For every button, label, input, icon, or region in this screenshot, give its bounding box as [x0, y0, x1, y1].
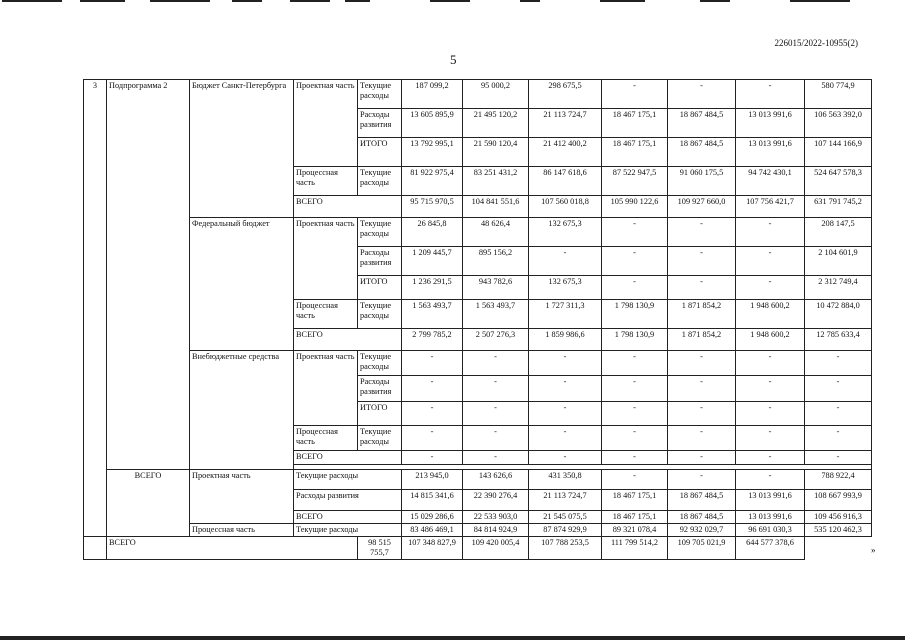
project-part-label: Проектная часть: [294, 218, 358, 300]
value-cell: -: [668, 426, 736, 451]
value-cell: 87 522 947,5: [602, 167, 668, 196]
value-cell: 895 156,2: [463, 247, 529, 276]
value-cell: 18 467 175,1: [602, 109, 668, 138]
value-cell: 107 560 018,8: [529, 196, 602, 218]
value-cell: 107 756 421,7: [736, 196, 805, 218]
value-cell: -: [736, 451, 805, 465]
value-cell: -: [529, 247, 602, 276]
total-group-label: ВСЕГО: [107, 470, 190, 537]
value-cell: 213 945,0: [402, 470, 463, 490]
value-cell: -: [736, 247, 805, 276]
value-cell: -: [402, 376, 463, 402]
value-cell: 1 798 130,9: [602, 329, 668, 351]
value-cell: -: [668, 218, 736, 247]
process-part-label: Процессная часть: [294, 426, 358, 451]
vsego-label: ВСЕГО: [294, 511, 402, 524]
itogo-label: ИТОГО: [358, 276, 402, 300]
budget-extrabudgetary-label: Внебюджетные средства: [190, 351, 294, 470]
value-cell: 18 867 484,5: [668, 138, 736, 167]
value-cell: -: [668, 351, 736, 376]
value-cell: -: [602, 80, 668, 109]
value-cell: 13 013 991,6: [736, 138, 805, 167]
value-cell: -: [668, 247, 736, 276]
value-cell: -: [602, 402, 668, 426]
current-expenses-label: Текущие расходы: [294, 470, 402, 490]
table-row: [84, 537, 872, 560]
value-cell: 18 467 175,1: [602, 490, 668, 511]
value-cell: -: [805, 376, 872, 402]
value-cell: 535 120 462,3: [805, 524, 872, 537]
value-cell: 26 845,8: [402, 218, 463, 247]
vsego-label: ВСЕГО: [294, 196, 402, 218]
value-cell: 132 675,3: [529, 218, 602, 247]
value-cell: 21 545 075,5: [529, 511, 602, 524]
value-cell: 86 147 618,6: [529, 167, 602, 196]
value-cell: 94 742 430,1: [736, 167, 805, 196]
value-cell: 208 147,5: [805, 218, 872, 247]
value-cell: -: [736, 218, 805, 247]
value-cell: -: [602, 470, 668, 490]
value-cell: 109 456 916,3: [805, 511, 872, 524]
vsego-label: ВСЕГО: [294, 451, 402, 465]
value-cell: -: [402, 402, 463, 426]
value-cell: 107 788 253,5: [529, 537, 602, 560]
value-cell: 87 874 929,9: [529, 524, 602, 537]
value-cell: -: [736, 426, 805, 451]
vsego-label: ВСЕГО: [294, 329, 402, 351]
value-cell: 84 814 924,9: [463, 524, 529, 537]
value-cell: 15 029 286,6: [402, 511, 463, 524]
development-expenses-label: Расходы развития: [358, 109, 402, 138]
value-cell: -: [805, 351, 872, 376]
value-cell: 105 990 122,6: [602, 196, 668, 218]
current-expenses-label: Текущие расходы: [358, 218, 402, 247]
value-cell: 107 348 827,9: [402, 537, 463, 560]
value-cell: -: [529, 376, 602, 402]
project-part-label: Проектная часть: [294, 80, 358, 167]
bottom-border-line: [0, 636, 905, 640]
value-cell: -: [736, 351, 805, 376]
value-cell: 132 675,3: [529, 276, 602, 300]
value-cell: -: [602, 451, 668, 465]
value-cell: -: [529, 402, 602, 426]
table-row: [84, 524, 872, 537]
value-cell: 1 859 986,6: [529, 329, 602, 351]
value-cell: 89 321 078,4: [602, 524, 668, 537]
value-cell: 13 013 991,6: [736, 490, 805, 511]
project-part-label: Проектная часть: [294, 351, 358, 426]
value-cell: 109 705 021,9: [668, 537, 736, 560]
value-cell: 13 013 991,6: [736, 511, 805, 524]
value-cell: 106 563 392,0: [805, 109, 872, 138]
value-cell: 96 691 030,3: [736, 524, 805, 537]
value-cell: 18 867 484,5: [668, 490, 736, 511]
budget-federal-label: Федеральный бюджет: [190, 218, 294, 351]
value-cell: -: [736, 276, 805, 300]
value-cell: 104 841 551,6: [463, 196, 529, 218]
value-cell: 1 871 854,2: [668, 329, 736, 351]
value-cell: 1 948 600,2: [736, 300, 805, 329]
value-cell: -: [805, 426, 872, 451]
value-cell: 13 605 895,9: [402, 109, 463, 138]
value-cell: -: [668, 276, 736, 300]
itogo-label: ИТОГО: [358, 402, 402, 426]
value-cell: 2 507 276,3: [463, 329, 529, 351]
value-cell: 21 412 400,2: [529, 138, 602, 167]
value-cell: 143 626,6: [463, 470, 529, 490]
value-cell: -: [736, 402, 805, 426]
value-cell: 81 922 975,4: [402, 167, 463, 196]
value-cell: -: [529, 451, 602, 465]
value-cell: -: [463, 426, 529, 451]
itogo-label: ИТОГО: [358, 138, 402, 167]
value-cell: 91 060 175,5: [668, 167, 736, 196]
value-cell: 13 792 995,1: [402, 138, 463, 167]
value-cell: 22 390 276,4: [463, 490, 529, 511]
value-cell: 108 667 993,9: [805, 490, 872, 511]
value-cell: 1 871 854,2: [668, 300, 736, 329]
value-cell: -: [602, 426, 668, 451]
table-row: [84, 351, 872, 376]
value-cell: 1 236 291,5: [402, 276, 463, 300]
value-cell: 187 099,2: [402, 80, 463, 109]
value-cell: 48 626,4: [463, 218, 529, 247]
value-cell: 13 013 991,6: [736, 109, 805, 138]
value-cell: 21 113 724,7: [529, 490, 602, 511]
current-expenses-label: Текущие расходы: [358, 351, 402, 376]
value-cell: 1 948 600,2: [736, 329, 805, 351]
value-cell: 2 799 785,2: [402, 329, 463, 351]
process-part-label: Процессная часть: [294, 167, 358, 196]
project-part-label: Проектная часть: [190, 470, 294, 524]
value-cell: -: [736, 80, 805, 109]
value-cell: 107 144 166,9: [805, 138, 872, 167]
vsego-label: ВСЕГО: [107, 537, 358, 560]
value-cell: 1 727 311,3: [529, 300, 602, 329]
page-number: 5: [450, 52, 457, 67]
value-cell: 1 563 493,7: [402, 300, 463, 329]
value-cell: 18 867 484,5: [668, 109, 736, 138]
value-cell: 83 251 431,2: [463, 167, 529, 196]
value-cell: 109 927 660,0: [668, 196, 736, 218]
value-cell: 109 420 005,4: [463, 537, 529, 560]
subprogram-label: Подпрограмма 2: [107, 80, 190, 470]
value-cell: -: [805, 402, 872, 426]
value-cell: 12 785 633,4: [805, 329, 872, 351]
value-cell: -: [736, 376, 805, 402]
value-cell: -: [602, 351, 668, 376]
process-part-label: Процессная часть: [190, 524, 294, 537]
value-cell: 83 486 469,1: [402, 524, 463, 537]
value-cell: -: [463, 451, 529, 465]
value-cell: 22 533 903,0: [463, 511, 529, 524]
value-cell: 788 922,4: [805, 470, 872, 490]
table-row: [84, 470, 872, 490]
current-expenses-label: Текущие расходы: [358, 167, 402, 196]
value-cell: 524 647 578,3: [805, 167, 872, 196]
value-cell: -: [602, 376, 668, 402]
value-cell: 1 798 130,9: [602, 300, 668, 329]
value-cell: 92 932 029,7: [668, 524, 736, 537]
top-border-line: [0, 0, 905, 3]
value-cell: -: [668, 470, 736, 490]
value-cell: 98 515 755,7: [358, 537, 402, 560]
table-row: [84, 80, 872, 109]
value-cell: -: [602, 247, 668, 276]
value-cell: 580 774,9: [805, 80, 872, 109]
value-cell: 18 467 175,1: [602, 511, 668, 524]
value-cell: 431 350,8: [529, 470, 602, 490]
value-cell: 644 577 378,6: [736, 537, 805, 560]
value-cell: -: [529, 426, 602, 451]
value-cell: -: [529, 351, 602, 376]
value-cell: 21 113 724,7: [529, 109, 602, 138]
budget-table: [83, 79, 872, 560]
value-cell: 1 209 445,7: [402, 247, 463, 276]
budget-spb-label: Бюджет Санкт-Петербурга: [190, 80, 294, 218]
value-cell: 21 495 120,2: [463, 109, 529, 138]
value-cell: -: [736, 470, 805, 490]
value-cell: -: [805, 451, 872, 465]
current-expenses-label: Текущие расходы: [294, 524, 402, 537]
value-cell: 14 815 341,6: [402, 490, 463, 511]
value-cell: 111 799 514,2: [602, 537, 668, 560]
value-cell: 95 715 970,5: [402, 196, 463, 218]
current-expenses-label: Текущие расходы: [358, 426, 402, 451]
value-cell: 631 791 745,2: [805, 196, 872, 218]
development-expenses-label: Расходы развития: [358, 376, 402, 402]
value-cell: 1 563 493,7: [463, 300, 529, 329]
development-expenses-label: Расходы развития: [358, 247, 402, 276]
value-cell: -: [602, 276, 668, 300]
value-cell: 95 000,2: [463, 80, 529, 109]
value-cell: 21 590 120,4: [463, 138, 529, 167]
value-cell: -: [402, 426, 463, 451]
value-cell: -: [668, 376, 736, 402]
value-cell: -: [463, 351, 529, 376]
value-cell: -: [668, 402, 736, 426]
development-expenses-label: Расходы развития: [294, 490, 402, 511]
current-expenses-label: Текущие расходы: [358, 80, 402, 109]
process-part-label: Процессная часть: [294, 300, 358, 329]
value-cell: -: [402, 451, 463, 465]
value-cell: -: [463, 402, 529, 426]
table-row: [84, 218, 872, 247]
value-cell: -: [668, 80, 736, 109]
value-cell: 2 312 749,4: [805, 276, 872, 300]
value-cell: 18 467 175,1: [602, 138, 668, 167]
value-cell: 2 104 601,9: [805, 247, 872, 276]
value-cell: -: [463, 376, 529, 402]
value-cell: 298 675,5: [529, 80, 602, 109]
document-number: 226015/2022-10955(2): [774, 38, 858, 48]
value-cell: 943 782,6: [463, 276, 529, 300]
value-cell: 10 472 884,0: [805, 300, 872, 329]
closing-quote: »: [871, 545, 876, 555]
current-expenses-label: Текущие расходы: [358, 300, 402, 329]
value-cell: -: [602, 218, 668, 247]
value-cell: -: [668, 451, 736, 465]
value-cell: 18 867 484,5: [668, 511, 736, 524]
row-number: 3: [84, 80, 107, 537]
value-cell: -: [402, 351, 463, 376]
